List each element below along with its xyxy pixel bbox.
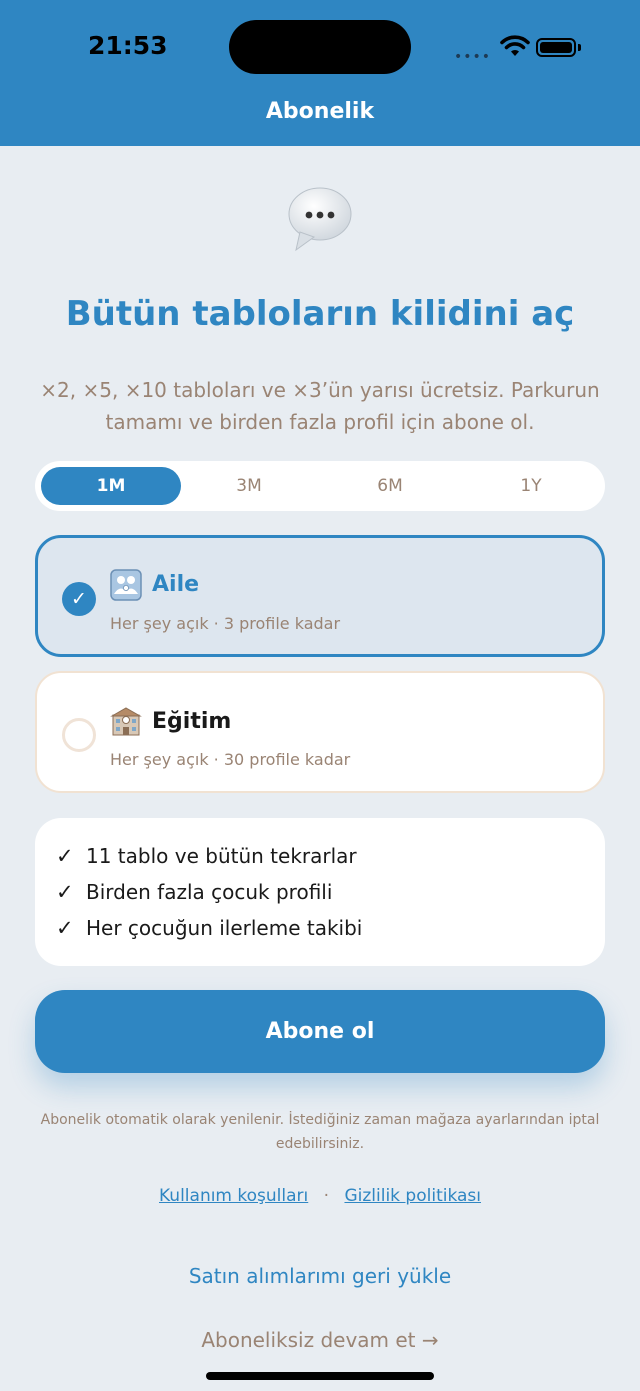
headline: Bütün tabloların kilidini aç (65, 294, 575, 334)
cellular-signal-icon: •••• (454, 49, 492, 65)
battery-icon (536, 38, 576, 57)
plan-description: Her şey açık · 30 profile kadar (110, 750, 351, 769)
link-separator: · (323, 1186, 330, 1206)
duration-3m[interactable]: 3M (236, 476, 262, 496)
plan-description: Her şey açık · 3 profile kadar (110, 614, 341, 633)
feature-list (35, 818, 605, 966)
dynamic-island (229, 20, 411, 74)
checkmark-icon: ✓ (56, 880, 74, 904)
legal-notice: Abonelik otomatik olarak yenilenir. İstediğiniz zaman mağaza ayarlarından iptal edebilirsiniz. (40, 1112, 600, 1152)
plan-card-family[interactable] (35, 535, 605, 657)
duration-1y[interactable]: 1Y (520, 476, 542, 496)
family-icon (110, 569, 142, 601)
checkmark-icon: ✓ (56, 916, 74, 940)
duration-selector (35, 461, 605, 511)
subscribe-button[interactable]: Abone ol (35, 990, 605, 1073)
radio-selected[interactable]: ✓ (62, 582, 96, 616)
plan-card-education[interactable] (35, 671, 605, 793)
plan-name: Eğitim (152, 709, 232, 734)
privacy-link[interactable]: Gizlilik politikası (344, 1186, 481, 1206)
duration-1m[interactable]: 1M (41, 467, 181, 505)
feature-item (56, 844, 605, 880)
subtitle: ×2, ×5, ×10 tabloları ve ×3’ün yarısı ücretsiz. Parkurun tamamı ve birden fazla profil için abone ol. (40, 378, 600, 434)
wifi-icon (499, 34, 531, 58)
status-time: 21:53 (88, 31, 168, 60)
header-bar (0, 0, 640, 146)
checkmark-icon: ✓ (56, 844, 74, 868)
plan-name: Aile (152, 572, 200, 597)
continue-without-subscription-button[interactable]: Aboneliksiz devam et → (201, 1328, 439, 1352)
speech-bubble-icon (286, 184, 354, 252)
feature-text: Her çocuğun ilerleme takibi (86, 916, 363, 940)
nav-title: Abonelik (265, 99, 375, 124)
duration-6m[interactable]: 6M (377, 476, 403, 496)
feature-item (56, 916, 605, 952)
home-indicator (206, 1372, 434, 1380)
terms-link[interactable]: Kullanım koşulları (159, 1186, 309, 1206)
restore-purchases-button[interactable]: Satın alımlarımı geri yükle (188, 1264, 452, 1288)
feature-text: Birden fazla çocuk profili (86, 880, 333, 904)
radio-unselected[interactable] (62, 718, 96, 752)
school-icon (110, 706, 142, 738)
feature-item (56, 880, 605, 916)
battery-tip (578, 44, 581, 51)
feature-text: 11 tablo ve bütün tekrarlar (86, 844, 357, 868)
legal-links (0, 1186, 640, 1206)
